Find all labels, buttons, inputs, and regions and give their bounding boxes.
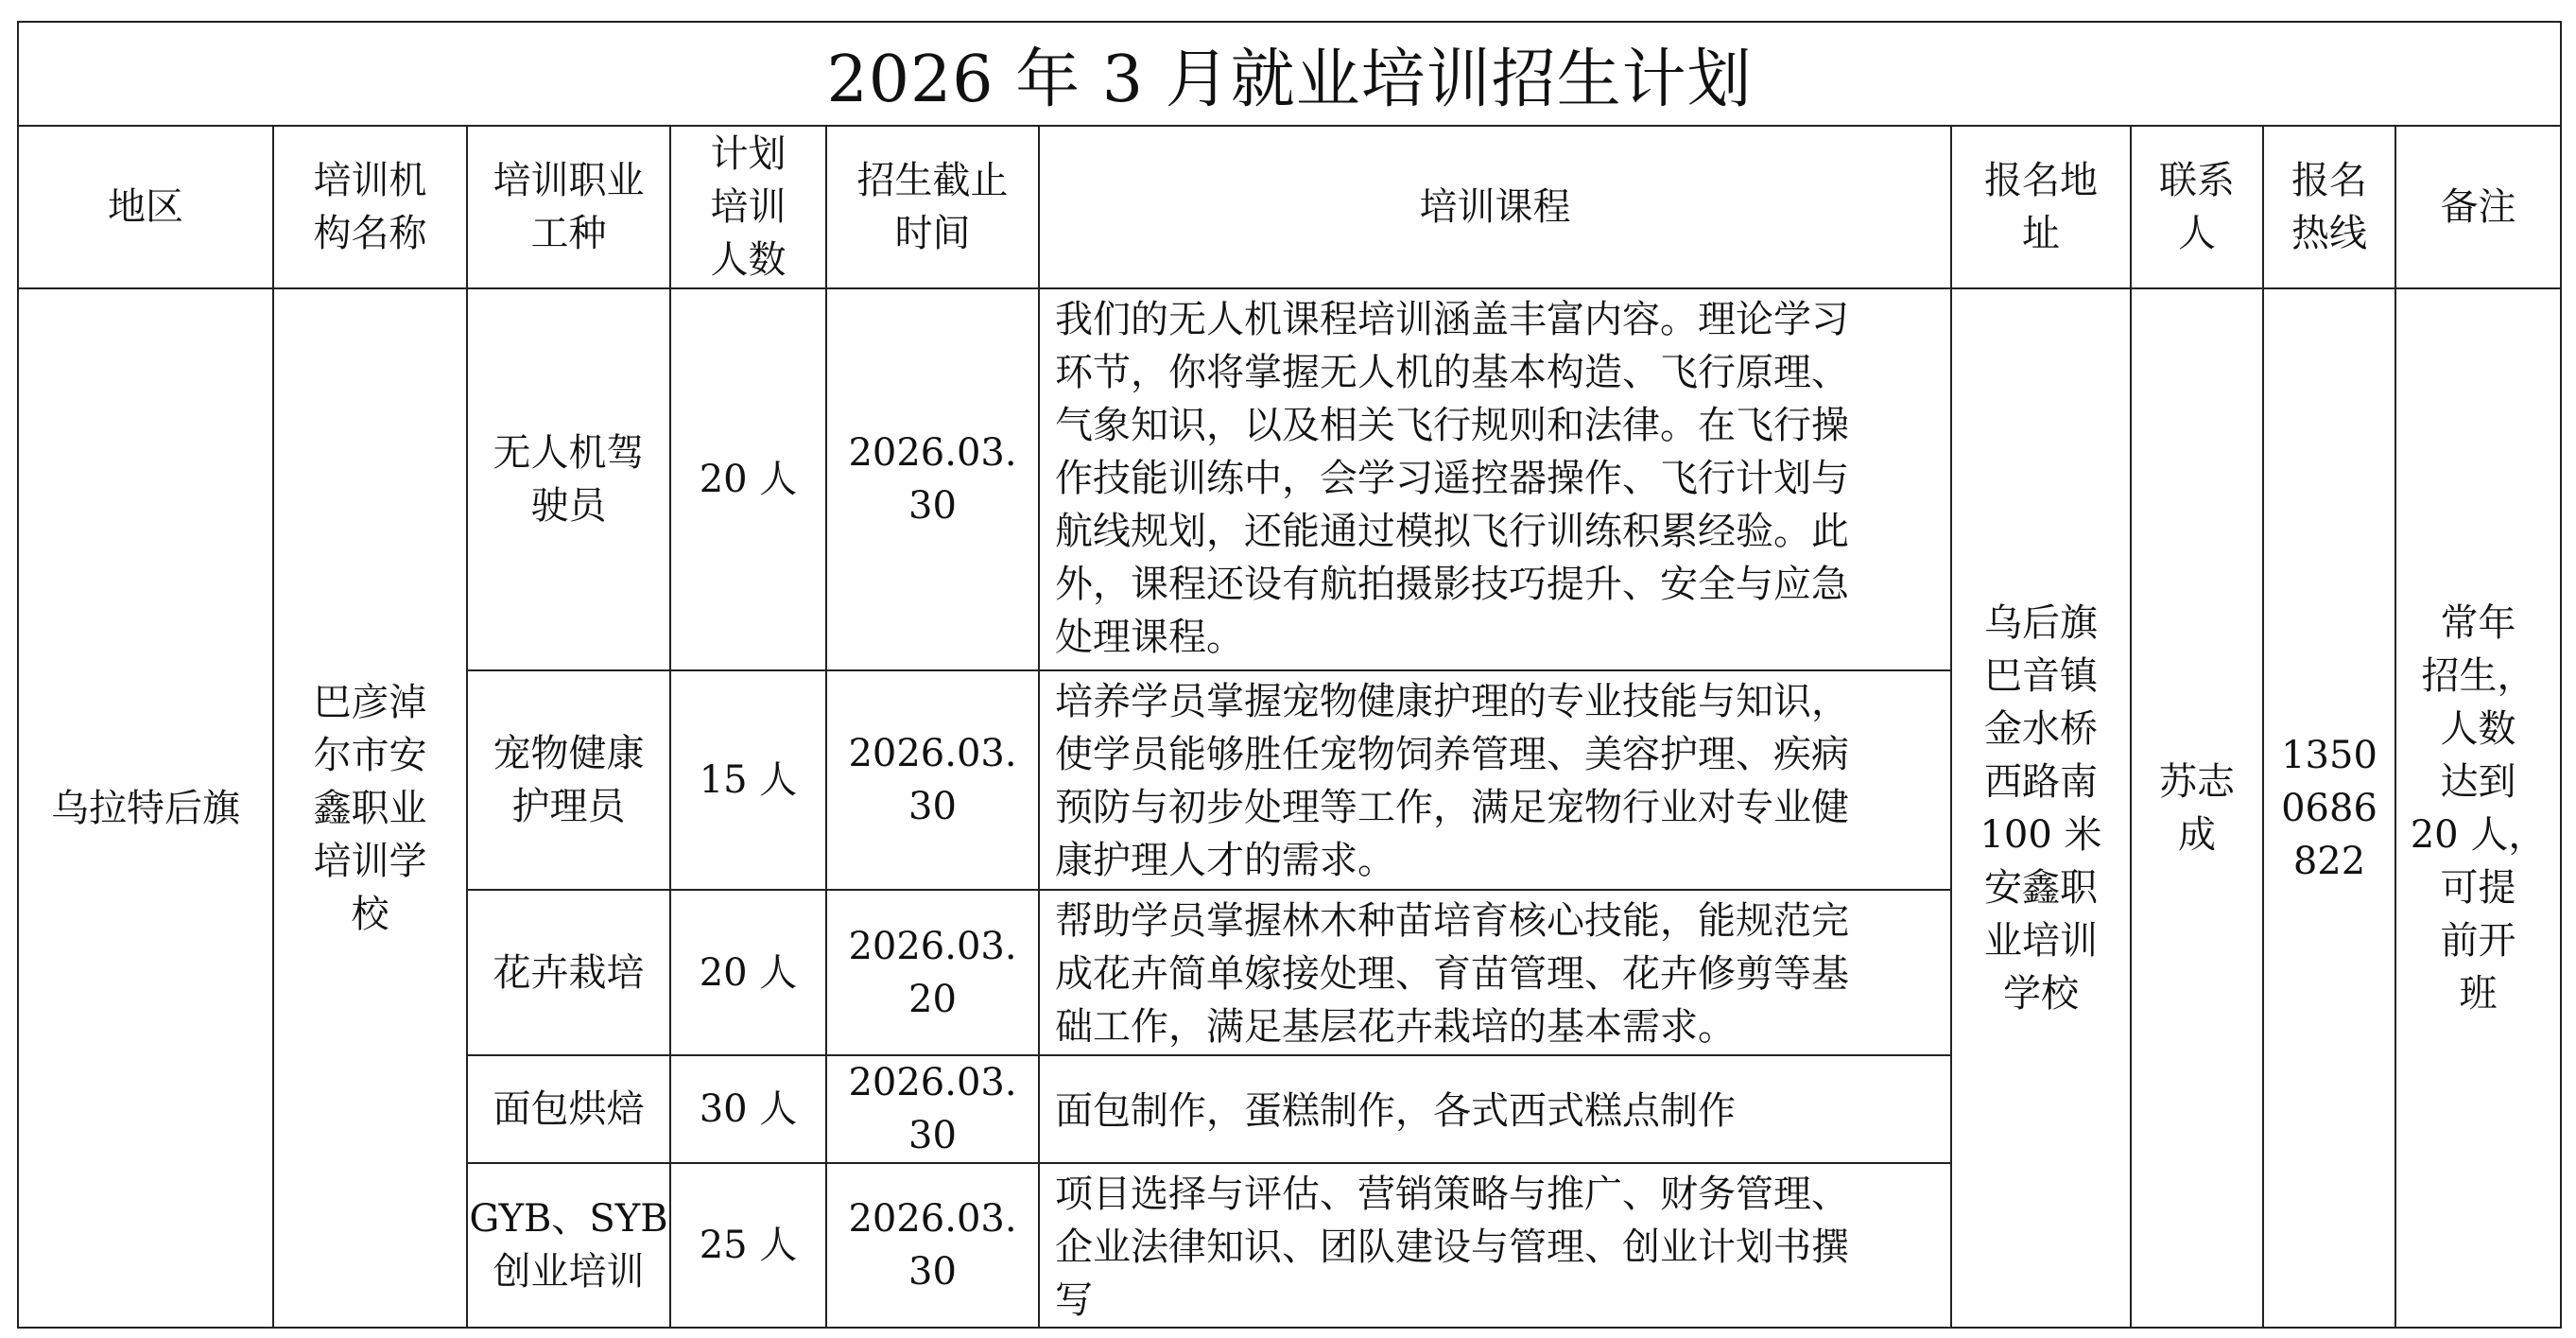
header-hotline: 报名 热线 xyxy=(2263,126,2395,288)
header-row xyxy=(18,126,2561,288)
deadline-cell: 2026.03. 30 xyxy=(826,670,1039,890)
address-cell: 乌后旗 巴音镇 金水桥 西路南 100 米 安鑫职 业培训 学校 xyxy=(1951,288,2131,1328)
header-course: 培训课程 xyxy=(1039,126,1951,288)
header-address: 报名地 址 xyxy=(1951,126,2131,288)
deadline-cell: 2026.03. 30 xyxy=(826,288,1039,670)
header-planned: 计划 培训 人数 xyxy=(670,126,826,288)
occupation-cell: 宠物健康 护理员 xyxy=(467,670,670,890)
header-occupation: 培训职业 工种 xyxy=(467,126,670,288)
planned-cell: 25 人 xyxy=(670,1163,826,1328)
planned-cell: 20 人 xyxy=(670,890,826,1055)
remarks-cell: 常年 招生， 人数 达到 20 人， 可提 前开 班 xyxy=(2395,288,2561,1328)
deadline-cell: 2026.03. 30 xyxy=(826,1163,1039,1328)
enrollment-plan-table xyxy=(17,21,2562,1329)
header-institution: 培训机 构名称 xyxy=(273,126,467,288)
region-cell: 乌拉特后旗 xyxy=(18,288,273,1328)
planned-cell: 20 人 xyxy=(670,288,826,670)
occupation-cell: 花卉栽培 xyxy=(467,890,670,1055)
occupation-cell: GYB、SYB 创业培训 xyxy=(467,1163,670,1328)
occupation-cell: 面包烘焙 xyxy=(467,1055,670,1163)
course-cell: 面包制作，蛋糕制作，各式西式糕点制作 xyxy=(1039,1055,1951,1163)
header-deadline: 招生截止 时间 xyxy=(826,126,1039,288)
header-contact: 联系 人 xyxy=(2131,126,2263,288)
hotline-cell: 1350 0686 822 xyxy=(2263,288,2395,1328)
planned-cell: 30 人 xyxy=(670,1055,826,1163)
page-title: 2026 年 3 月就业培训招生计划 xyxy=(18,22,2561,126)
course-cell: 培养学员掌握宠物健康护理的专业技能与知识， 使学员能够胜任宠物饲养管理、美容护理、疾病 预防与初步处理等工作，满足宠物行业对专业健 康护理人才的需求。 xyxy=(1039,670,1951,890)
header-remarks: 备注 xyxy=(2395,126,2561,288)
contact-cell: 苏志 成 xyxy=(2131,288,2263,1328)
deadline-cell: 2026.03. 20 xyxy=(826,890,1039,1055)
course-cell: 项目选择与评估、营销策略与推广、财务管理、 企业法律知识、团队建设与管理、创业计划书撰 写 xyxy=(1039,1163,1951,1328)
deadline-cell: 2026.03. 30 xyxy=(826,1055,1039,1163)
planned-cell: 15 人 xyxy=(670,670,826,890)
table-row xyxy=(18,288,2561,670)
course-cell: 我们的无人机课程培训涵盖丰富内容。理论学习 环节，你将掌握无人机的基本构造、飞行原理、 气象知识，以及相关飞行规则和法律。在飞行操 作技能训练中，会学习遥控器操作、飞行计划与 航线规划，还能通过模拟飞行训练积累经验。此 外，课程还设有航拍摄影技巧提升、安全与应急 处理课程。 xyxy=(1039,288,1951,670)
occupation-cell: 无人机驾 驶员 xyxy=(467,288,670,670)
course-cell: 帮助学员掌握林木种苗培育核心技能，能规范完 成花卉简单嫁接处理、育苗管理、花卉修剪等基 础工作，满足基层花卉栽培的基本需求。 xyxy=(1039,890,1951,1055)
institution-cell: 巴彦淖 尔市安 鑫职业 培训学 校 xyxy=(273,288,467,1328)
header-region: 地区 xyxy=(18,126,273,288)
